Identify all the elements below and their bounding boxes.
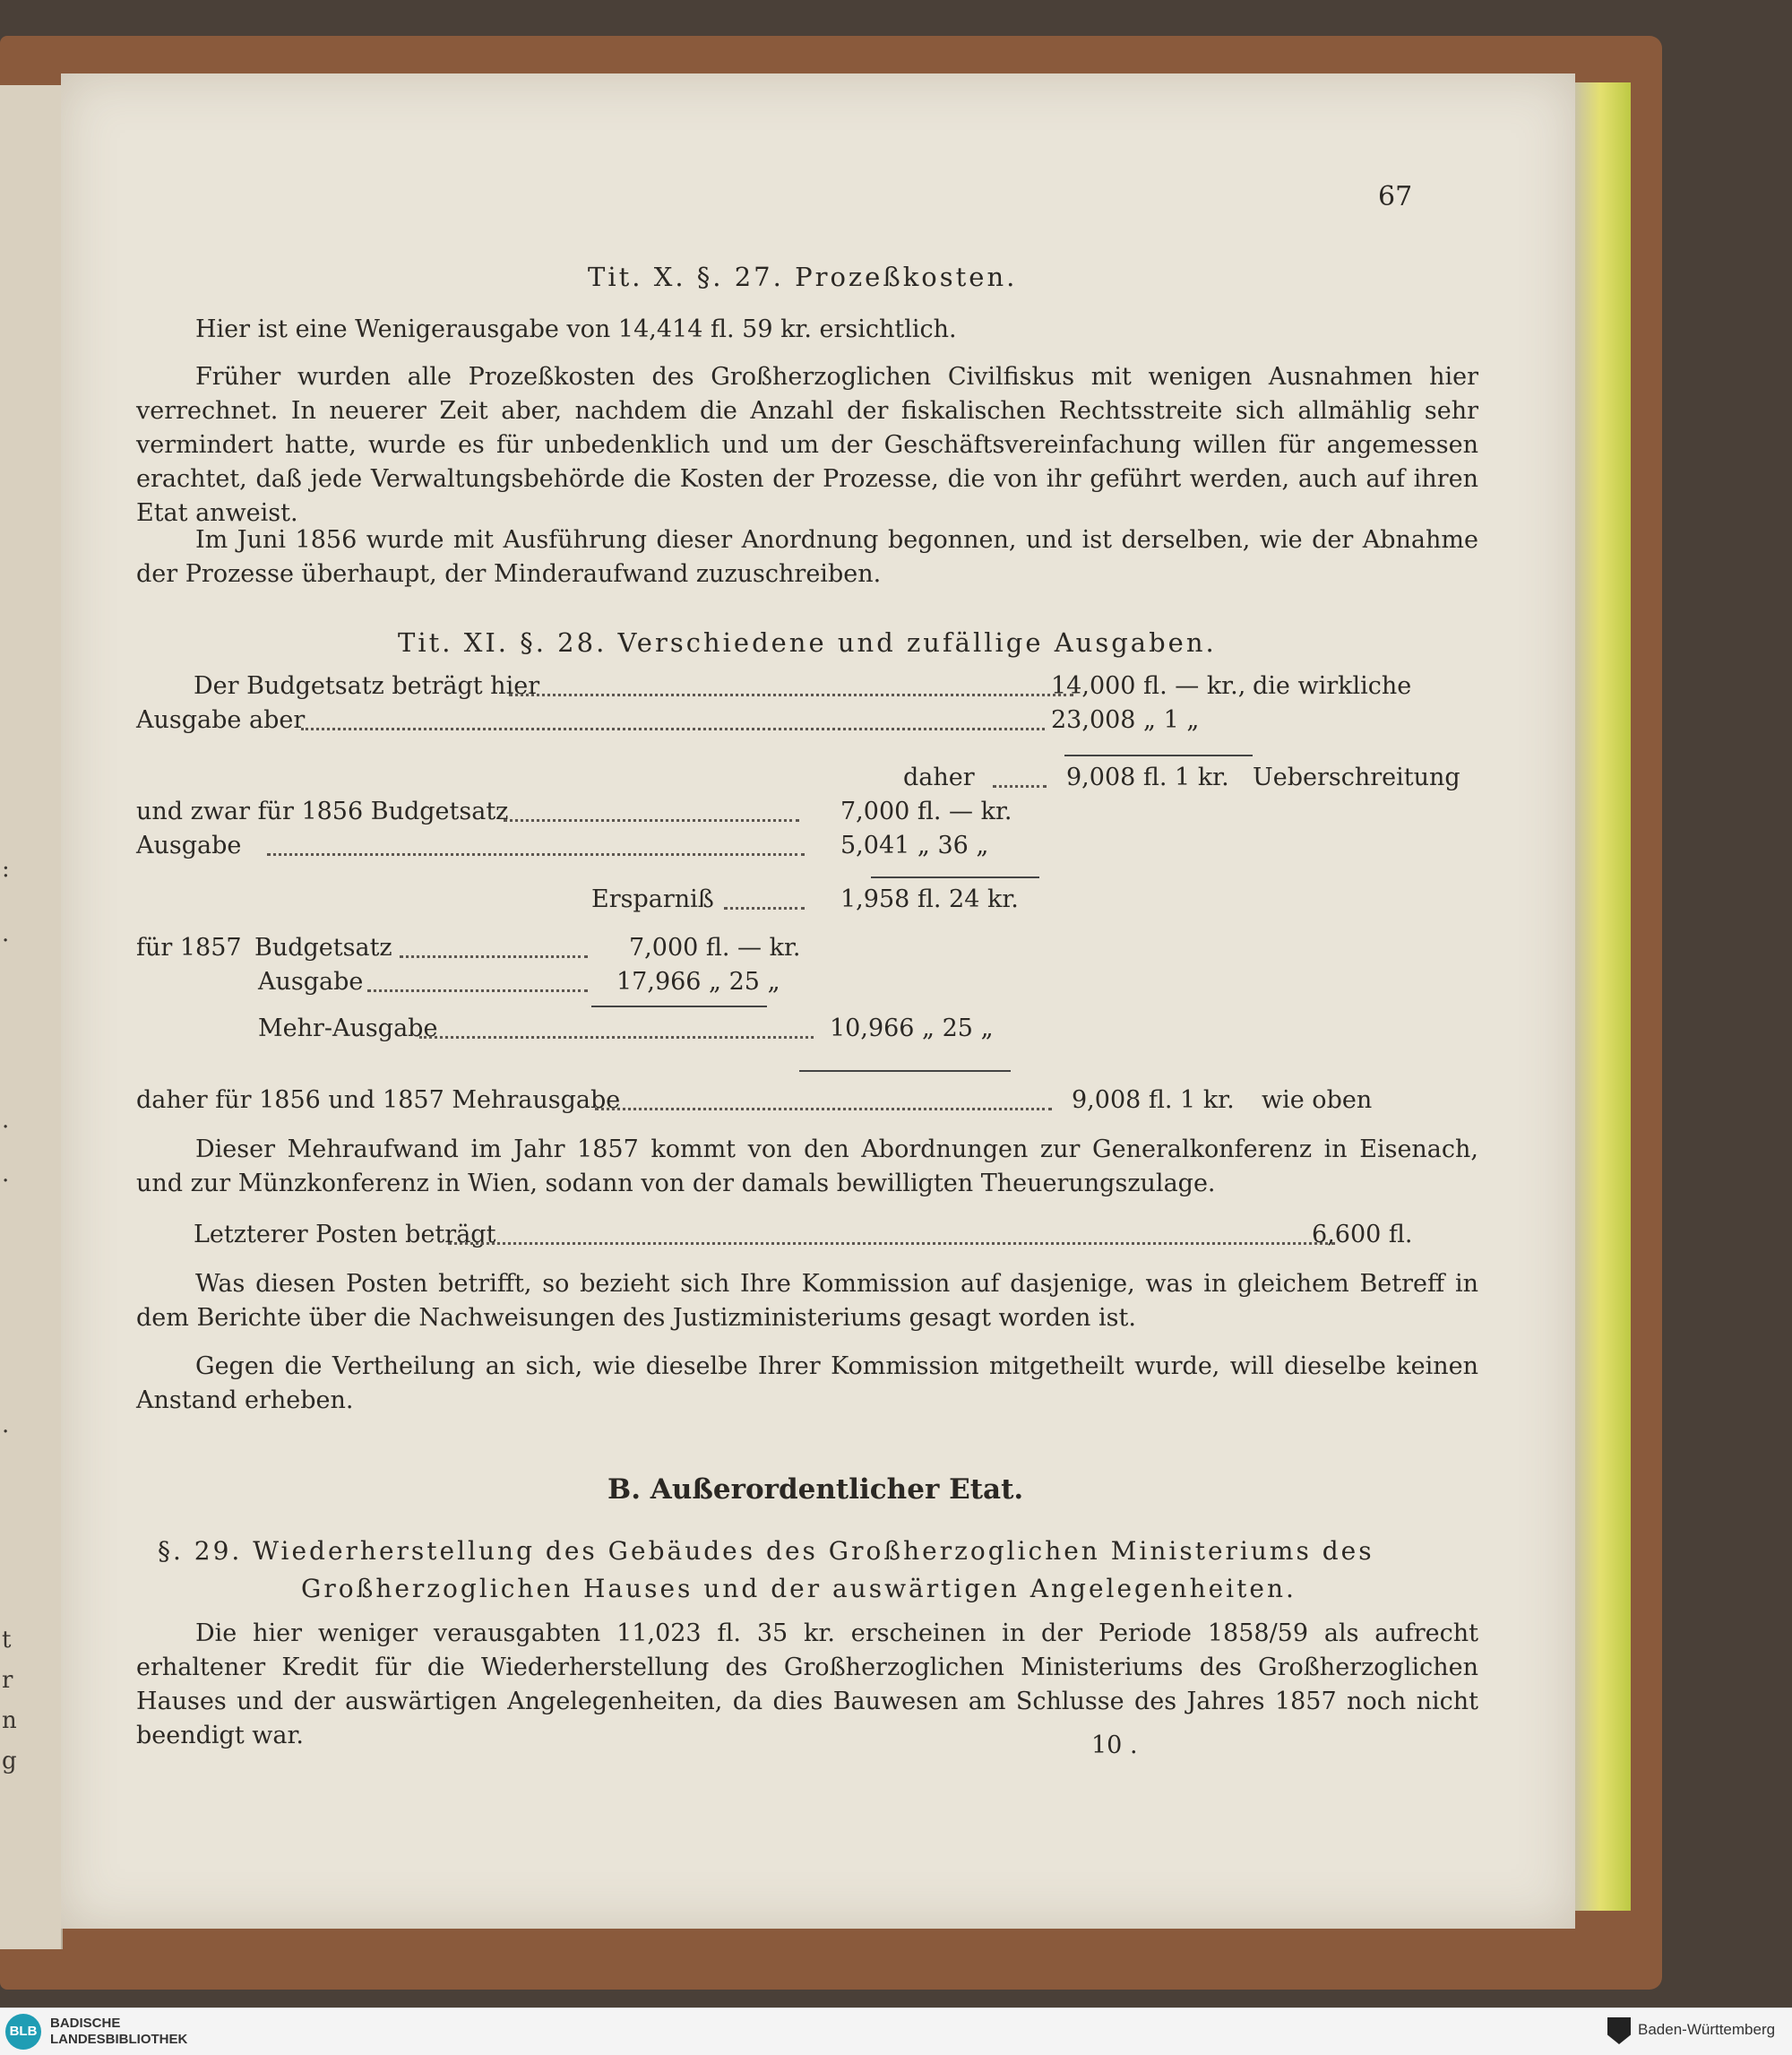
row-mehrausgabe-total-label: daher für 1856 und 1857 Mehrausgabe [136, 1086, 621, 1114]
section-27-paragraph-1: Hier ist eine Wenigerausgabe von 14,414 fl. 59 kr. ersichtlich. [195, 315, 957, 343]
row-1857-budgetsatz-value: 7,000 fl. — kr. [629, 934, 801, 962]
row-ersparnis-label: Ersparniß [591, 885, 714, 913]
row-daher-tail: Ueberschreitung [1253, 764, 1460, 791]
coat-of-arms-icon [1607, 2017, 1631, 2044]
row-mehrausgabe-total-value: 9,008 fl. 1 kr. [1072, 1086, 1235, 1114]
signature-mark: 10 . [1091, 1731, 1138, 1759]
document-page [61, 73, 1575, 1929]
row-budgetsatz-value: 14,000 fl. — kr., [1051, 672, 1246, 700]
library-name-line-1: BADISCHE [50, 2016, 121, 2031]
page-number: 67 [1378, 181, 1413, 212]
row-ersparnis-value: 1,958 fl. 24 kr. [840, 885, 1019, 913]
row-1857-year-label: für 1857 [136, 934, 242, 962]
row-1856-budgetsatz-value: 7,000 fl. — kr. [840, 798, 1012, 825]
footer-bar [0, 2008, 1792, 2055]
left-page-fragment: t [2, 1627, 12, 1653]
section-29-paragraph: Die hier weniger verausgabten 11,023 fl. 35 kr. erscheinen in der Periode 1858/59 als aufrecht erhaltener Kredit für die Wiederherstellung des Großherzoglichen Ministeriums des Großherzoglichen Hauses und der auswärtigen Angelegenheiten, da dies Bauwesen am Schlusse des Jahres 1857 noch nicht beendigt war. [136, 1619, 1478, 1749]
left-page-fragment: . [2, 1161, 10, 1187]
row-1856-ausgabe-value: 5,041 „ 36 „ [840, 832, 989, 859]
row-letzterer-posten-value: 6,600 fl. [1312, 1221, 1413, 1248]
blb-logo[interactable]: BLB [5, 2014, 41, 2050]
row-ausgabe-value: 23,008 „ 1 „ [1051, 706, 1200, 734]
dot-leader [367, 989, 588, 992]
row-budgetsatz-tail: die wirkliche [1253, 672, 1412, 700]
row-daher-value: 9,008 fl. 1 kr. [1066, 764, 1229, 791]
sum-rule [799, 1070, 1011, 1072]
row-1857-budgetsatz-label: Budgetsatz [254, 934, 392, 962]
dot-leader [267, 853, 805, 856]
left-page-fragment: . [2, 1107, 10, 1134]
sum-rule [591, 1006, 767, 1007]
row-ausgabe-label: Ausgabe aber [136, 706, 306, 734]
state-name: Baden-Württemberg [1638, 2021, 1776, 2038]
section-29-heading-line-2: Großherzoglichen Hauses und der auswärtigen Angelegenheiten. [301, 1574, 1297, 1603]
left-page-fragment: · [2, 928, 10, 954]
dot-leader [595, 1108, 1052, 1110]
section-28-paragraph-vertheilung: Gegen die Vertheilung an sich, wie dieselbe Ihrer Kommission mitgetheilt wurde, will dieselbe keinen Anstand erheben. [136, 1352, 1478, 1414]
row-1857-ausgabe-label: Ausgabe [258, 968, 364, 996]
row-letzterer-posten-label: Letzterer Posten beträgt [194, 1221, 496, 1248]
row-1856-ausgabe-label: Ausgabe [136, 832, 242, 859]
dot-leader [400, 955, 588, 958]
section-b-heading: B. Außerordentlicher Etat. [607, 1473, 1024, 1506]
section-28-heading: Tit. XI. §. 28. Verschiedene und zufällige Ausgaben. [398, 627, 1217, 658]
dot-leader [301, 728, 1045, 730]
left-page-fragment: . [2, 1412, 10, 1438]
section-27-heading: Tit. X. §. 27. Prozeßkosten. [588, 262, 1018, 292]
row-budgetsatz-label: Der Budgetsatz beträgt hier [194, 672, 540, 700]
dot-leader [419, 1036, 814, 1039]
row-mehr-ausgabe-label: Mehr-Ausgabe [258, 1015, 438, 1042]
dot-leader [724, 907, 805, 910]
row-daher-label: daher [903, 764, 975, 791]
left-page-fragment: r [2, 1667, 13, 1694]
section-27-paragraph-2: Früher wurden alle Prozeßkosten des Großherzoglichen Civilfiskus mit wenigen Ausnahmen hier verrechnet. In neuerer Zeit aber, nachdem die Anzahl der fiskalischen Rechtsstreite sich allmählig sehr vermindert hatte, wurde es für unbedenklich und um der Geschäftsvereinfachung willen für angemessen erachtet, daß jede Verwaltungsbehörde die Kosten der Prozesse, die von ihr geführt werden, auch auf ihren Etat anweist. [136, 363, 1478, 527]
dot-leader [509, 694, 1073, 696]
section-29-heading-line-1: §. 29. Wiederherstellung des Gebäudes des Großherzoglichen Ministeriums des [158, 1536, 1374, 1566]
page-edge-gilt [1575, 82, 1631, 1911]
left-page-edge [0, 85, 63, 1949]
library-name [50, 2016, 187, 2048]
row-1856-budgetsatz-label: und zwar für 1856 Budgetsatz [136, 798, 509, 825]
row-mehrausgabe-total-tail: wie oben [1262, 1086, 1373, 1114]
left-page-fragment: g [2, 1748, 17, 1774]
sum-rule [1064, 755, 1253, 756]
section-28-paragraph-mehraufwand: Dieser Mehraufwand im Jahr 1857 kommt von den Abordnungen zur Generalkonferenz in Eisenach, und zur Münzkonferenz in Wien, sodann von der damals bewilligten Theuerungszulage. [136, 1135, 1478, 1197]
left-page-fragment: n [2, 1707, 17, 1734]
section-27-paragraph-3: Im Juni 1856 wurde mit Ausführung dieser Anordnung begonnen, und ist derselben, wie der Abnahme der Prozesse überhaupt, der Minderaufwand zuzuschreiben. [136, 526, 1478, 588]
row-1857-ausgabe-value: 17,966 „ 25 „ [616, 968, 780, 996]
dot-leader [993, 785, 1047, 788]
dot-leader [504, 819, 799, 822]
library-name-line-2: LANDESBIBLIOTHEK [50, 2032, 188, 2047]
left-page-fragment: : [2, 856, 10, 883]
dot-leader [448, 1242, 1335, 1245]
row-mehr-ausgabe-value: 10,966 „ 25 „ [830, 1015, 994, 1042]
sum-rule [871, 876, 1039, 878]
section-28-paragraph-kommission: Was diesen Posten betrifft, so bezieht sich Ihre Kommission auf dasjenige, was in gleichem Betreff in dem Berichte über die Nachweisungen des Justizministeriums gesagt worden ist. [136, 1270, 1478, 1332]
